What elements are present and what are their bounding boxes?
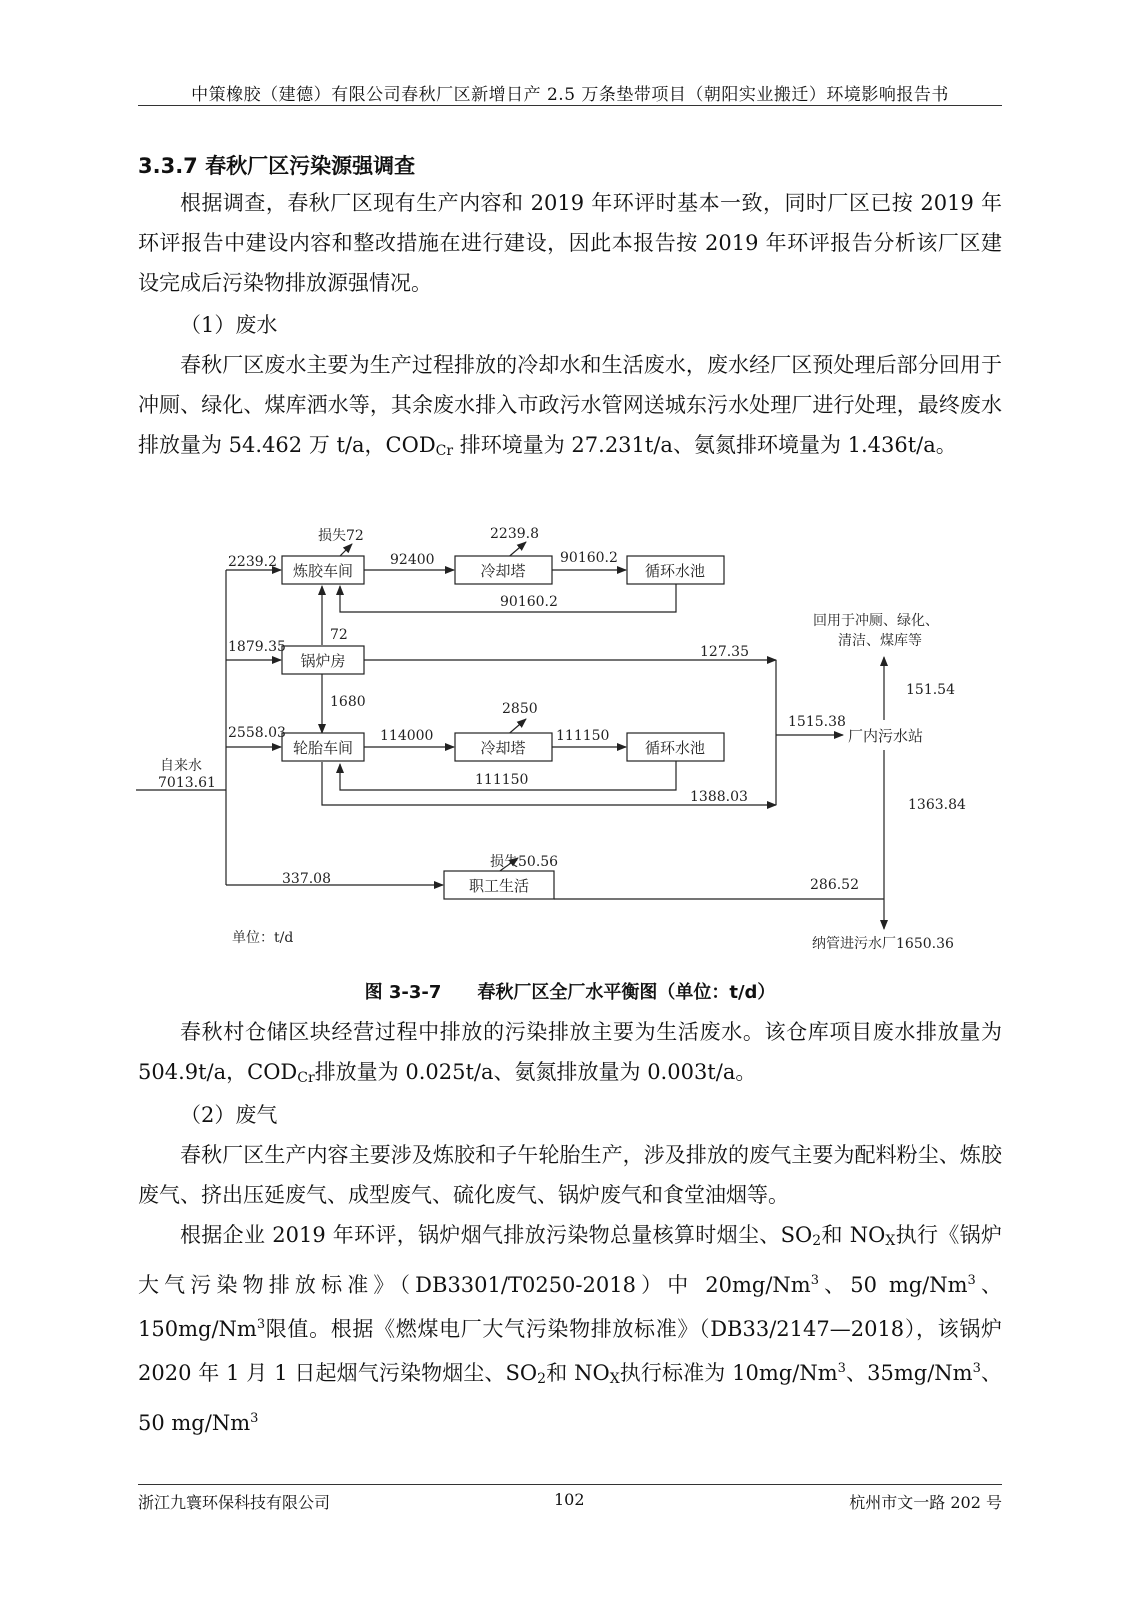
sup3-2: 3 xyxy=(967,1273,976,1288)
intro-paragraph xyxy=(138,183,1002,303)
gas-t-h: 执行标准为 10mg/Nm xyxy=(619,1361,838,1385)
gas-t-f: 限值。根据《燃煤电厂大气污染物排放标准》（DB33/2147—2018），该锅炉 2020 年 1 月 1 日起烟气污染物烟尘、SO xyxy=(138,1317,1002,1385)
gas-t-b: 和 NO xyxy=(821,1223,886,1247)
label-1515-38: 1515.38 xyxy=(788,714,846,730)
box-circulating-pool-1: 循环水池 xyxy=(644,562,706,580)
page-header: 中策橡胶（建德）有限公司春秋厂区新增日产 2.5 万条垫带项目（朝阳实业搬迁）环境影响报告书 xyxy=(191,85,949,105)
box-cooling-tower-1: 冷却塔 xyxy=(480,562,526,580)
gas-t-c: 执行《锅炉大气污染物排放标准》（DB3301/T0250-2018）中 20mg/Nm xyxy=(138,1223,1002,1297)
label-1388-03: 1388.03 xyxy=(690,789,748,805)
section-title: 3.3.7 春秋厂区污染源强调查 xyxy=(138,154,416,178)
label-tap-water: 自来水 xyxy=(160,758,202,774)
label-151-54: 151.54 xyxy=(906,682,955,698)
label-111150-a: 111150 xyxy=(556,728,610,744)
nox-sub-1: X xyxy=(885,1233,896,1249)
gas-t-j: 、50 mg/Nm xyxy=(138,1361,1002,1435)
intro-text: 根据调查，春秋厂区现有生产内容和 2019 年环评时基本一致，同时厂区已按 2019 年环评报告中建设内容和整改措施在进行建设，因此本报告按 2019 年环评报告分析该厂区建设完成后污染物排放源强情况。 xyxy=(138,191,1002,295)
label-1680: 1680 xyxy=(330,694,366,710)
label-127-35: 127.35 xyxy=(700,644,749,660)
box-cooling-tower-2: 冷却塔 xyxy=(480,739,526,757)
label-72: 72 xyxy=(330,627,348,643)
gas-t-e: 、150mg/Nm xyxy=(138,1273,1002,1341)
gas-section xyxy=(138,1095,1002,1443)
label-1879-35: 1879.35 xyxy=(228,639,286,655)
warehouse-text-a: 春秋村仓储区块经营过程中排放的污染排放主要为生活废水。该仓库项目废水排放量为 504.9t/a，COD xyxy=(138,1020,1002,1084)
box-tire-workshop: 轮胎车间 xyxy=(292,739,354,757)
wastewater-text xyxy=(138,345,1002,471)
so2-sub-2: 2 xyxy=(537,1371,547,1387)
label-2558-03: 2558.03 xyxy=(228,725,286,741)
gas-t-g: 和 NO xyxy=(546,1361,610,1385)
label-114000: 114000 xyxy=(380,728,434,744)
box-lianjiao: 炼胶车间 xyxy=(292,562,354,580)
gas-text-2 xyxy=(138,1215,1002,1443)
label-90160-2-b: 90160.2 xyxy=(500,594,558,610)
figure-caption: 图 3-3-7 春秋厂区全厂水平衡图（单位：t/d） xyxy=(364,982,776,1003)
label-unit: 单位：t/d xyxy=(232,930,294,946)
label-2850: 2850 xyxy=(502,701,538,717)
box-circulating-pool-2: 循环水池 xyxy=(644,739,706,757)
gas-t-a: 根据企业 2019 年环评，锅炉烟气排放污染物总量核算时烟尘、SO xyxy=(180,1223,813,1247)
label-1363-84: 1363.84 xyxy=(908,797,966,813)
cod-subscript: Cr xyxy=(435,443,454,459)
sup3-4: 3 xyxy=(837,1361,846,1376)
label-reuse-1: 回用于冲厕、绿化、 xyxy=(813,613,939,629)
wastewater-heading: （1）废水 xyxy=(180,313,278,337)
footer-rule xyxy=(138,1484,1002,1485)
warehouse-text xyxy=(138,1012,1002,1098)
label-reuse-2: 清洁、煤库等 xyxy=(838,633,922,649)
page-number: 102 xyxy=(554,1490,585,1509)
gas-text-1: 春秋厂区生产内容主要涉及炼胶和子午轮胎生产，涉及排放的废气主要为配料粉尘、炼胶废气、挤出压延废气、成型废气、硫化废气、锅炉废气和食堂油烟等。 xyxy=(138,1143,1002,1207)
gas-heading: （2）废气 xyxy=(180,1103,278,1127)
sup3-5: 3 xyxy=(972,1361,981,1376)
label-to-sewage-plant: 纳管进污水厂1650.36 xyxy=(812,936,954,952)
warehouse-text-b: 排放量为 0.025t/a、氨氮排放量为 0.003t/a。 xyxy=(314,1060,757,1084)
nox-sub-2: X xyxy=(609,1371,620,1387)
sup3-3: 3 xyxy=(256,1317,266,1332)
label-286-52: 286.52 xyxy=(810,877,859,893)
footer-address: 杭州市文一路 202 号 xyxy=(849,1493,1002,1512)
sup3-6: 3 xyxy=(250,1411,259,1426)
label-111150-b: 111150 xyxy=(475,772,529,788)
label-loss-72: 损失72 xyxy=(318,528,364,544)
gas-t-d: 、50 mg/Nm xyxy=(818,1273,968,1297)
label-wastewater-station: 厂内污水站 xyxy=(848,727,924,745)
label-2239-8: 2239.8 xyxy=(490,526,539,542)
water-balance-diagram xyxy=(130,515,1010,975)
box-staff-life: 职工生活 xyxy=(468,877,530,895)
wastewater-section xyxy=(138,305,1002,471)
sup3-1: 3 xyxy=(810,1273,819,1288)
box-boiler-room: 锅炉房 xyxy=(300,652,346,670)
gas-t-i: 、35mg/Nm xyxy=(845,1361,973,1385)
label-7013-61: 7013.61 xyxy=(158,775,216,791)
label-92400: 92400 xyxy=(390,552,435,568)
footer-company: 浙江九寰环保科技有限公司 xyxy=(138,1493,331,1512)
wastewater-text-b: 排环境量为 27.231t/a、氨氮排环境量为 1.436t/a。 xyxy=(453,433,957,457)
header-rule xyxy=(138,105,1002,106)
so2-sub-1: 2 xyxy=(812,1233,822,1249)
label-90160-2-a: 90160.2 xyxy=(560,550,618,566)
wastewater-text-a: 春秋厂区废水主要为生产过程排放的冷却水和生活废水，废水经厂区预处理后部分回用于冲厕、绿化、煤库洒水等，其余废水排入市政污水管网送城东污水处理厂进行处理，最终废水排放量为 54.462 万 t/a，COD xyxy=(138,353,1002,457)
label-loss-50-56: 损失50.56 xyxy=(490,854,559,870)
label-337-08: 337.08 xyxy=(282,871,331,887)
cod-subscript-2: Cr xyxy=(297,1070,315,1086)
label-2239-2: 2239.2 xyxy=(228,554,277,570)
warehouse-paragraph xyxy=(138,1012,1002,1098)
